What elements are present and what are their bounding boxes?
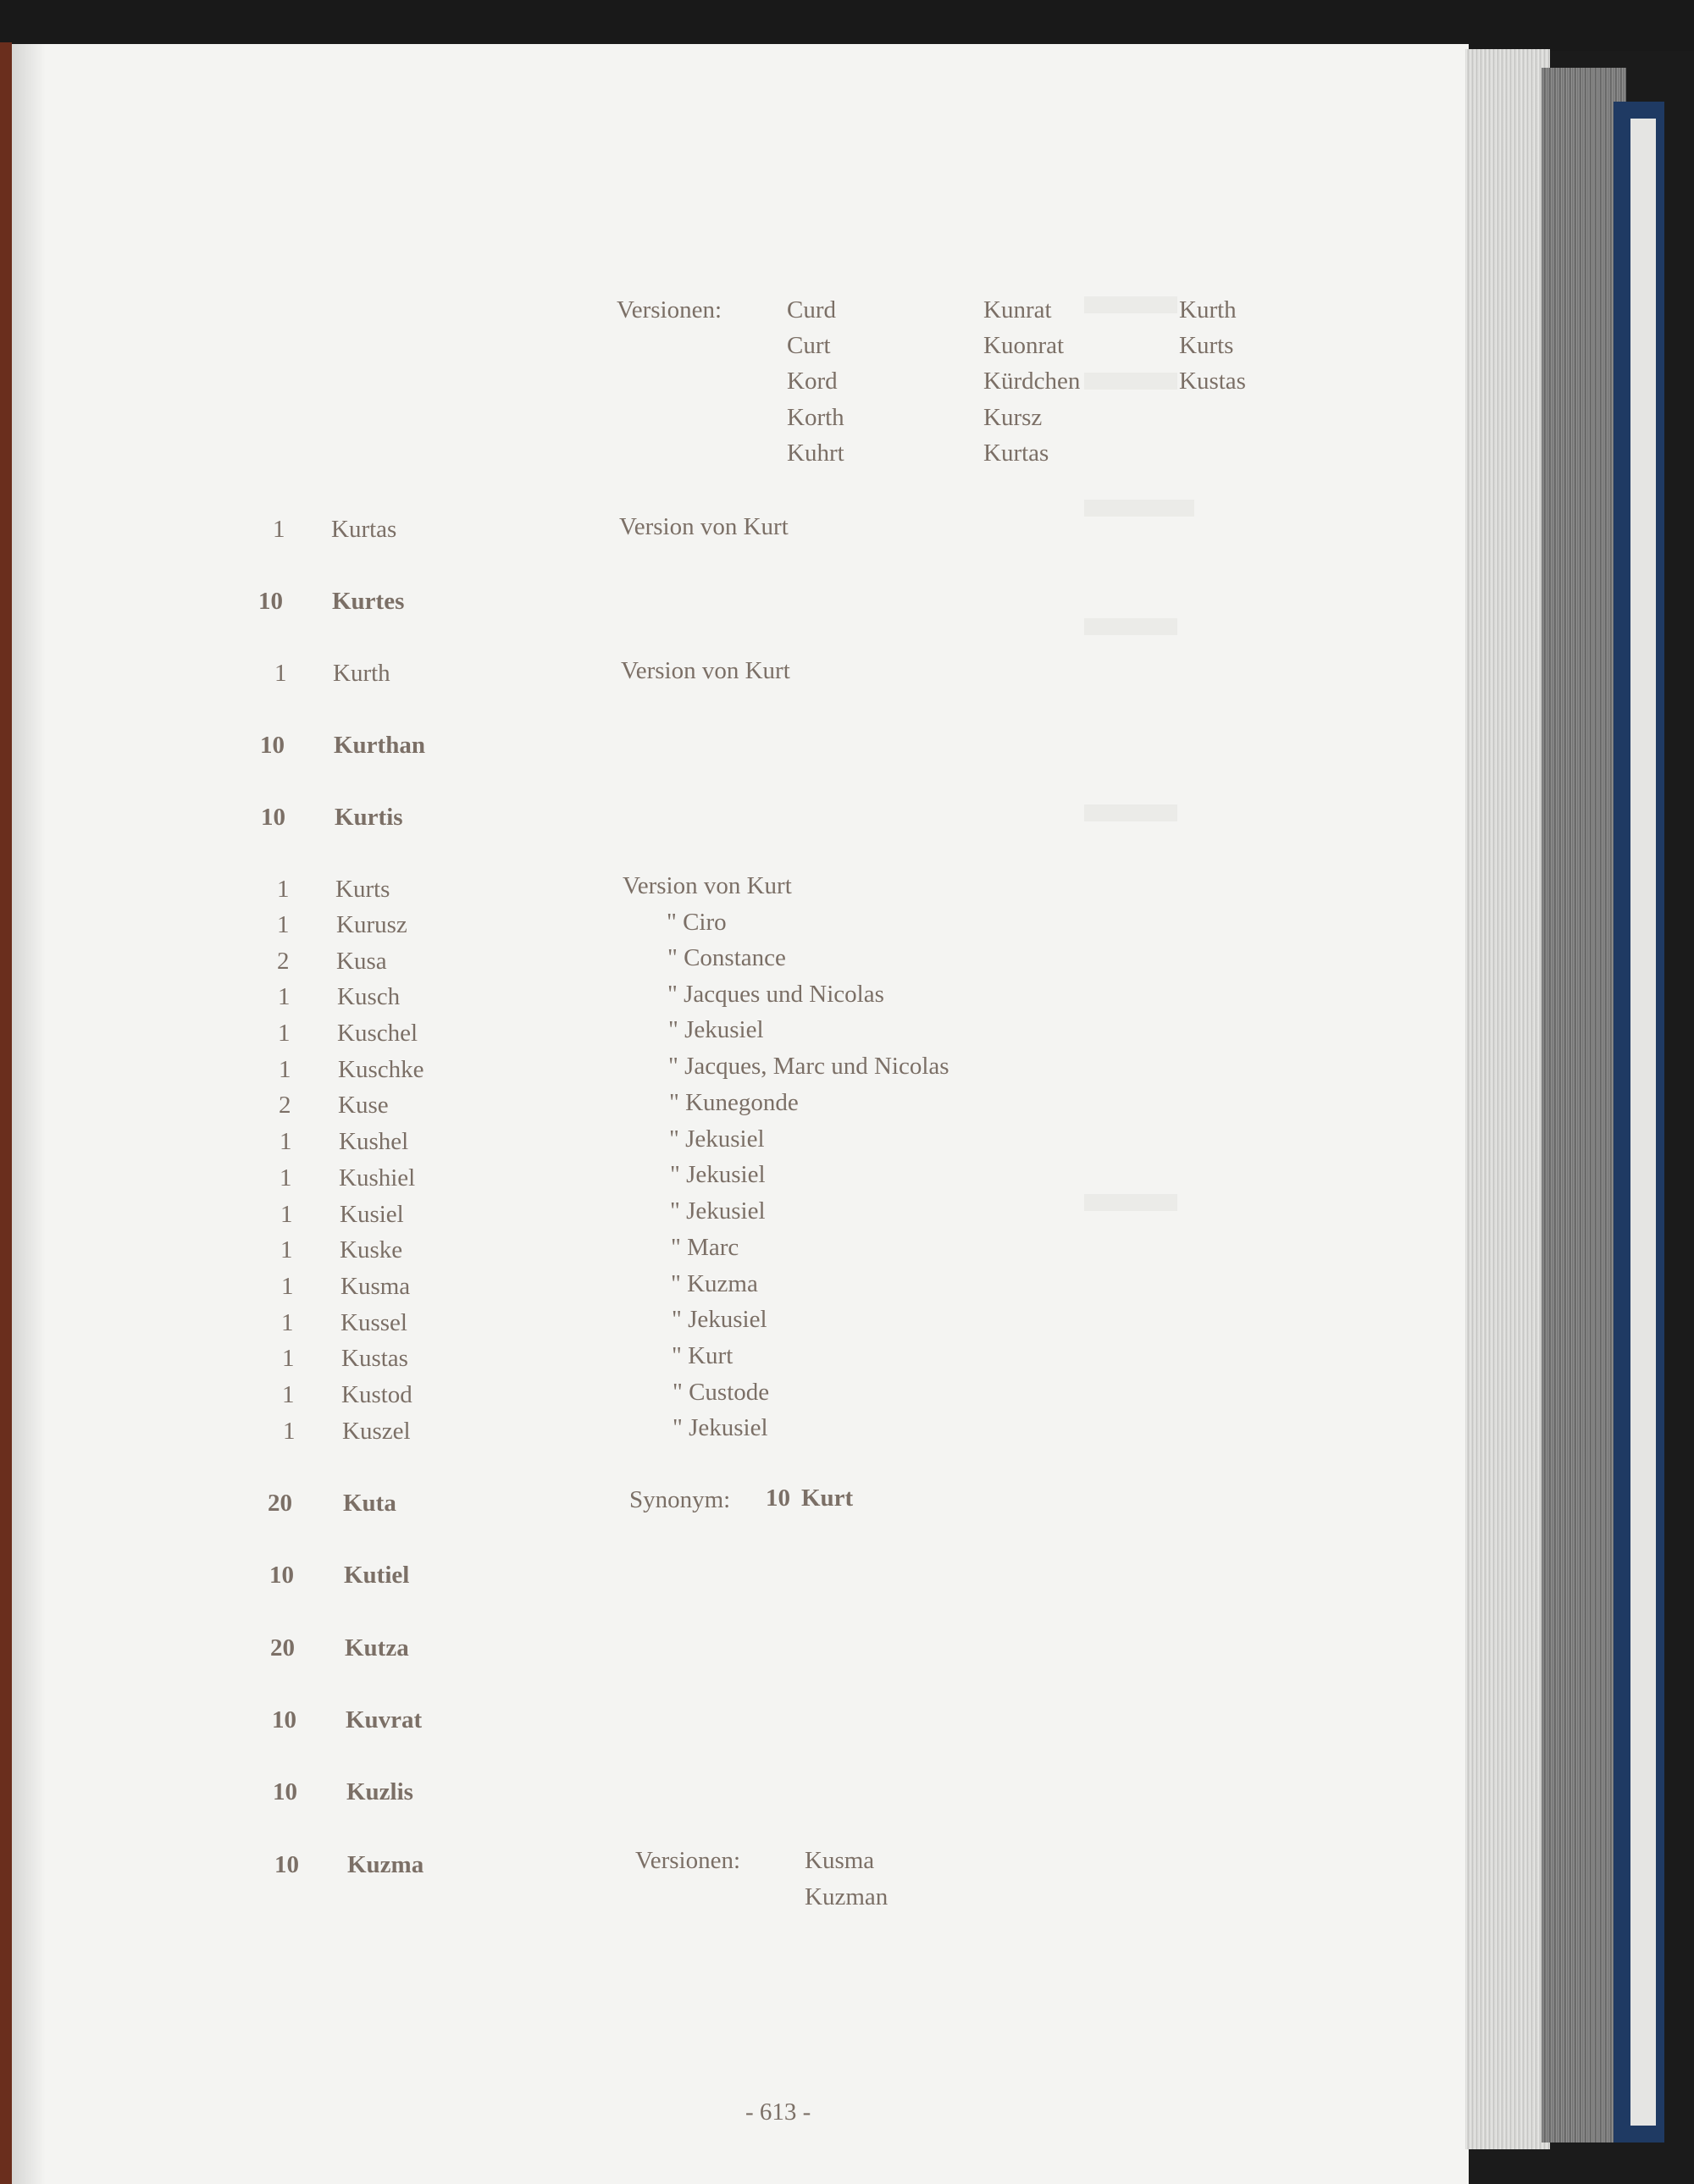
kuzma-versions-label: Versionen: xyxy=(635,1847,741,1874)
entry-count: 1 xyxy=(278,1020,291,1047)
entry-count: 1 xyxy=(273,516,285,543)
entry-name: Kurth xyxy=(333,660,390,687)
entry-name: Kurtes xyxy=(332,588,405,615)
entry-name: Kussel xyxy=(340,1309,407,1336)
entry-count: 1 xyxy=(279,1056,291,1083)
entry-name: Kusma xyxy=(340,1273,411,1300)
version-item: Kurth xyxy=(1179,296,1237,323)
version-item: Kurtas xyxy=(983,440,1049,467)
entry-name: Kutza xyxy=(345,1634,409,1661)
entry-count: 1 xyxy=(282,1381,295,1408)
version-item: Kusma xyxy=(805,1847,875,1874)
version-item: Korth xyxy=(787,404,844,431)
header-versions-label: Versionen: xyxy=(617,296,722,323)
entry-count: 10 xyxy=(269,1562,294,1589)
entry-note: " Jekusiel xyxy=(672,1306,767,1333)
version-item: Kord xyxy=(787,368,838,395)
version-item: Kuhrt xyxy=(787,440,844,467)
entry-name: Kuta xyxy=(343,1490,396,1517)
entry-note: " Constance xyxy=(667,944,786,971)
entry-name: Kuse xyxy=(338,1092,389,1119)
version-item: Curt xyxy=(787,332,831,359)
version-item: Kustas xyxy=(1179,368,1246,395)
entry-note: " Custode xyxy=(673,1379,770,1406)
entry-note: Version von Kurt xyxy=(621,657,790,684)
entry-count: 10 xyxy=(274,1851,299,1878)
page-number: - 613 - xyxy=(745,2098,811,2126)
entry-note: Version von Kurt xyxy=(623,872,792,899)
entry-note: " Marc xyxy=(671,1234,739,1261)
entry-note: " Kurt xyxy=(672,1342,734,1369)
entry-name: Kuschel xyxy=(337,1020,418,1047)
entry-name: Kuvrat xyxy=(346,1706,423,1733)
entry-count: 2 xyxy=(279,1092,291,1119)
entry-count: 10 xyxy=(273,1778,297,1805)
page-edges xyxy=(1465,49,1550,2149)
entry-name: Kuzma xyxy=(347,1851,424,1878)
entry-count: 20 xyxy=(270,1634,295,1661)
entry-note: " Jekusiel xyxy=(669,1125,765,1153)
entry-count: 1 xyxy=(280,1164,292,1192)
entry-name: Kurusz xyxy=(336,911,407,938)
entry-count: 1 xyxy=(281,1273,294,1300)
entry-count: 1 xyxy=(277,911,290,938)
entry-name: Kuzlis xyxy=(346,1778,413,1805)
entry-note: " Kunegonde xyxy=(669,1089,799,1116)
entry-count: 10 xyxy=(272,1706,296,1733)
book-cover-left xyxy=(0,42,12,2184)
page-gutter-shadow xyxy=(12,44,46,2184)
version-item: Kürdchen xyxy=(983,368,1081,395)
version-item: Kuonrat xyxy=(983,332,1065,359)
entry-note: " Jacques und Nicolas xyxy=(667,981,884,1008)
entry-count: 1 xyxy=(278,983,291,1010)
entry-count: 1 xyxy=(274,660,287,687)
entry-name: Kustod xyxy=(341,1381,412,1408)
entry-count: 2 xyxy=(277,948,290,975)
entry-name: Kurthan xyxy=(334,732,425,759)
entry-name: Kushel xyxy=(339,1128,409,1155)
entry-name: Kuszel xyxy=(342,1418,411,1445)
entry-name: Kutiel xyxy=(344,1562,410,1589)
version-item: Kursz xyxy=(983,404,1043,431)
entry-name: Kusiel xyxy=(340,1201,404,1228)
entry-note: " Jekusiel xyxy=(670,1197,766,1225)
version-item: Kuzman xyxy=(805,1883,889,1910)
entry-name: Kuske xyxy=(340,1236,403,1263)
entry-name: Kustas xyxy=(341,1345,408,1372)
version-item: Kunrat xyxy=(983,296,1052,323)
background xyxy=(0,0,1694,51)
entry-count: 10 xyxy=(260,732,285,759)
entry-count: 1 xyxy=(280,1236,293,1263)
entry-name: Kurts xyxy=(335,876,390,903)
endpaper xyxy=(1630,119,1656,2126)
entry-note: " Jekusiel xyxy=(673,1414,768,1441)
entry-name: Kurtas xyxy=(331,516,397,543)
entry-note: " Jacques, Marc und Nicolas xyxy=(668,1053,949,1080)
synonym-name: Kurt xyxy=(801,1485,854,1512)
synonym-label: Synonym: xyxy=(629,1486,731,1513)
entry-count: 1 xyxy=(281,1309,294,1336)
show-through-artifact xyxy=(1084,296,1228,1228)
entry-name: Kurtis xyxy=(335,804,403,831)
entry-name: Kuschke xyxy=(338,1056,424,1083)
entry-name: Kusa xyxy=(336,948,387,975)
entry-count: 1 xyxy=(280,1128,292,1155)
entry-note: Version von Kurt xyxy=(619,513,789,540)
entry-name: Kusch xyxy=(337,983,401,1010)
version-item: Curd xyxy=(787,296,836,323)
entry-name: Kushiel xyxy=(339,1164,416,1192)
entry-count: 10 xyxy=(261,804,285,831)
entry-count: 1 xyxy=(282,1345,295,1372)
entry-count: 20 xyxy=(268,1490,292,1517)
entry-note: " Ciro xyxy=(667,909,727,936)
entry-count: 10 xyxy=(258,588,283,615)
version-item: Kurts xyxy=(1179,332,1234,359)
entry-count: 1 xyxy=(280,1201,293,1228)
entry-note: " Kuzma xyxy=(671,1270,758,1297)
entry-count: 1 xyxy=(277,876,290,903)
entry-note: " Jekusiel xyxy=(670,1161,766,1188)
synonym-count: 10 xyxy=(766,1485,790,1512)
entry-count: 1 xyxy=(283,1418,296,1445)
entry-note: " Jekusiel xyxy=(668,1016,764,1043)
